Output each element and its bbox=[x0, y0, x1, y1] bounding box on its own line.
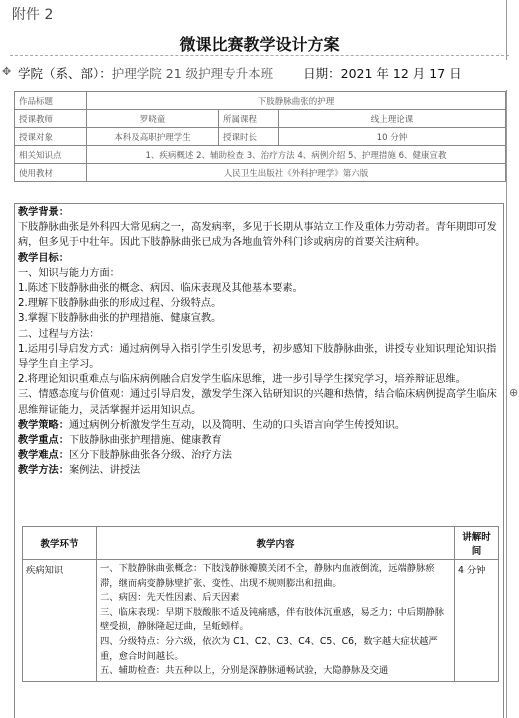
meta-label: 授课教师 bbox=[15, 110, 87, 128]
meta-label: 使用教材 bbox=[15, 164, 87, 182]
window-edge bbox=[506, 90, 507, 718]
difficulty-text: 区分下肢静脉曲张各分级、治疗方法 bbox=[68, 450, 232, 462]
course-name[interactable]: 线上理论课 bbox=[279, 110, 506, 128]
lesson-stage[interactable]: 疾病知识 bbox=[23, 560, 97, 682]
lesson-table bbox=[22, 526, 499, 682]
knowledge-points[interactable]: 1、疾病概述 2、辅助检查 3、治疗方法 4、病例介绍 5、护理措施 6、健康宣教 bbox=[87, 146, 506, 164]
background-text: 下肢静脉曲张是外科四大常见病之一，高发病率，多见于长期从事站立工作及重体力劳动者。青年期即可发病，但多见于中壮年。因此下肢静脉曲张已成为各地血管外科门诊或病房的首要关注病种。 bbox=[18, 222, 497, 249]
lesson-time[interactable]: 4 分钟 bbox=[455, 560, 499, 682]
methods-label: 教学方法： bbox=[18, 465, 69, 477]
audience[interactable]: 本科及高职护理学生 bbox=[87, 128, 219, 146]
methods-line bbox=[18, 463, 502, 478]
work-title[interactable]: 下肢静脉曲张的护理 bbox=[87, 92, 506, 110]
meta-row-knowledge bbox=[15, 146, 506, 164]
difficulty-label: 教学难点： bbox=[18, 450, 69, 462]
lesson-content-line: 三、临床表现：早期下肢酸胀不适及钝痛感，伴有肢体沉重感，易乏力；中后期静脉壁受损，静脉隆起迂曲，呈蚯蚓样。 bbox=[100, 606, 444, 633]
goal-knowledge-3: 3.掌握下肢静脉曲张的护理措施、健康宣教。 bbox=[18, 313, 222, 325]
lesson-header-stage: 教学环节 bbox=[23, 527, 97, 560]
college-label: 学院（系、部）： bbox=[18, 66, 112, 81]
meta-label: 所属课程 bbox=[219, 110, 279, 128]
goal-process-2: 2.将理论知识重难点与临床病例融合启发学生临床思维，进一步引导学生探究学习，培养辩证思维。 bbox=[18, 374, 466, 386]
strategy-label: 教学策略： bbox=[18, 419, 69, 431]
strategy-line bbox=[18, 418, 502, 433]
lesson-header-content: 教学内容 bbox=[97, 527, 455, 560]
document-title: 微课比赛教学设计方案 bbox=[179, 35, 340, 54]
lesson-content-line: 一、下肢静脉曲张概念：下肢浅静脉瓣膜关闭不全，静脉内血液倒流，远端静脉瘀滞，继而病变静脉壁扩张、变性、出现不规则膨出和扭曲。 bbox=[100, 563, 435, 589]
lesson-content-line: 五、辅助检查：共五种以上，分别是深静脉通畅试验，大隐静脉及交通 bbox=[100, 665, 389, 677]
document-body[interactable] bbox=[18, 205, 502, 479]
lesson-content[interactable] bbox=[97, 560, 455, 682]
duration[interactable]: 10 分钟 bbox=[279, 128, 506, 146]
meta-table bbox=[14, 91, 506, 182]
date-value: 2021 年 12 月 17 日 bbox=[340, 66, 462, 81]
table-move-handle-icon[interactable]: ✥ bbox=[2, 65, 12, 78]
goals-section-1: 一、知识与能力方面： bbox=[18, 267, 120, 279]
meta-label: 相关知识点 bbox=[15, 146, 87, 164]
goals-section-2: 二、过程与方法： bbox=[18, 328, 100, 340]
lesson-row bbox=[23, 560, 499, 682]
background-heading: 教学背景： bbox=[18, 207, 69, 218]
key-label: 教学重点： bbox=[18, 435, 69, 447]
strategy-text: 通过病例分析激发学生互动，以及简明、生动的口头语言向学生传授知识。 bbox=[68, 419, 406, 431]
goal-knowledge-1: 1.陈述下肢静脉曲张的概念、病因、临床表现及其他基本要素。 bbox=[18, 283, 303, 295]
difficulty-line bbox=[18, 448, 502, 463]
key-line bbox=[18, 433, 502, 448]
meta-label: 授课对象 bbox=[15, 128, 87, 146]
textbook[interactable]: 人民卫生出版社《外科护理学》第六版 bbox=[87, 164, 506, 182]
add-column-icon[interactable]: ⊕ bbox=[509, 386, 519, 399]
lesson-content-line: 四、分级特点：分六级，依次为 C1、C2、C3、C4、C5、C6，数字越大症状越严重，愈合时间越长。 bbox=[100, 635, 438, 662]
meta-row-audience bbox=[15, 128, 506, 146]
info-line bbox=[18, 64, 518, 82]
meta-row-textbook bbox=[15, 164, 506, 182]
window-edge-top bbox=[506, 0, 507, 60]
meta-label: 作品标题 bbox=[15, 92, 87, 110]
date-label: 日期： bbox=[303, 66, 341, 81]
attachment-label: 附件 2 bbox=[12, 7, 54, 23]
lesson-header-time: 讲解时间 bbox=[455, 527, 499, 560]
goals-heading: 教学目标： bbox=[18, 252, 69, 264]
key-text: 下肢静脉曲张护理措施、健康教育 bbox=[68, 435, 222, 447]
meta-row-title bbox=[15, 92, 506, 110]
meta-row-teacher bbox=[15, 110, 506, 128]
teacher-name[interactable]: 罗晓童 bbox=[87, 110, 219, 128]
header-divider bbox=[10, 55, 509, 56]
lesson-header-row bbox=[23, 527, 499, 560]
goal-attitude: 三、情感态度与价值观：通过引导启发，激发学生深入钻研知识的兴趣和热情，结合临床病例提高学生临床思维辩证能力，灵活掌握并运用知识点。 bbox=[18, 389, 497, 416]
meta-label: 授课时长 bbox=[219, 128, 279, 146]
goal-knowledge-2: 2.理解下肢静脉曲张的形成过程、分级特点。 bbox=[18, 298, 222, 310]
methods-text: 案例法、讲授法 bbox=[68, 465, 141, 477]
college-value: 护理学院 21 级护理专升本班 bbox=[111, 66, 274, 81]
goal-process-1: 1.运用引导启发方式：通过病例导入指引学生引发思考，初步感知下肢静脉曲张，讲授专业知识理论知识指导学生自主学习。 bbox=[18, 343, 497, 371]
lesson-content-line: 二、病因：先天性因素、后天因素 bbox=[100, 592, 240, 604]
